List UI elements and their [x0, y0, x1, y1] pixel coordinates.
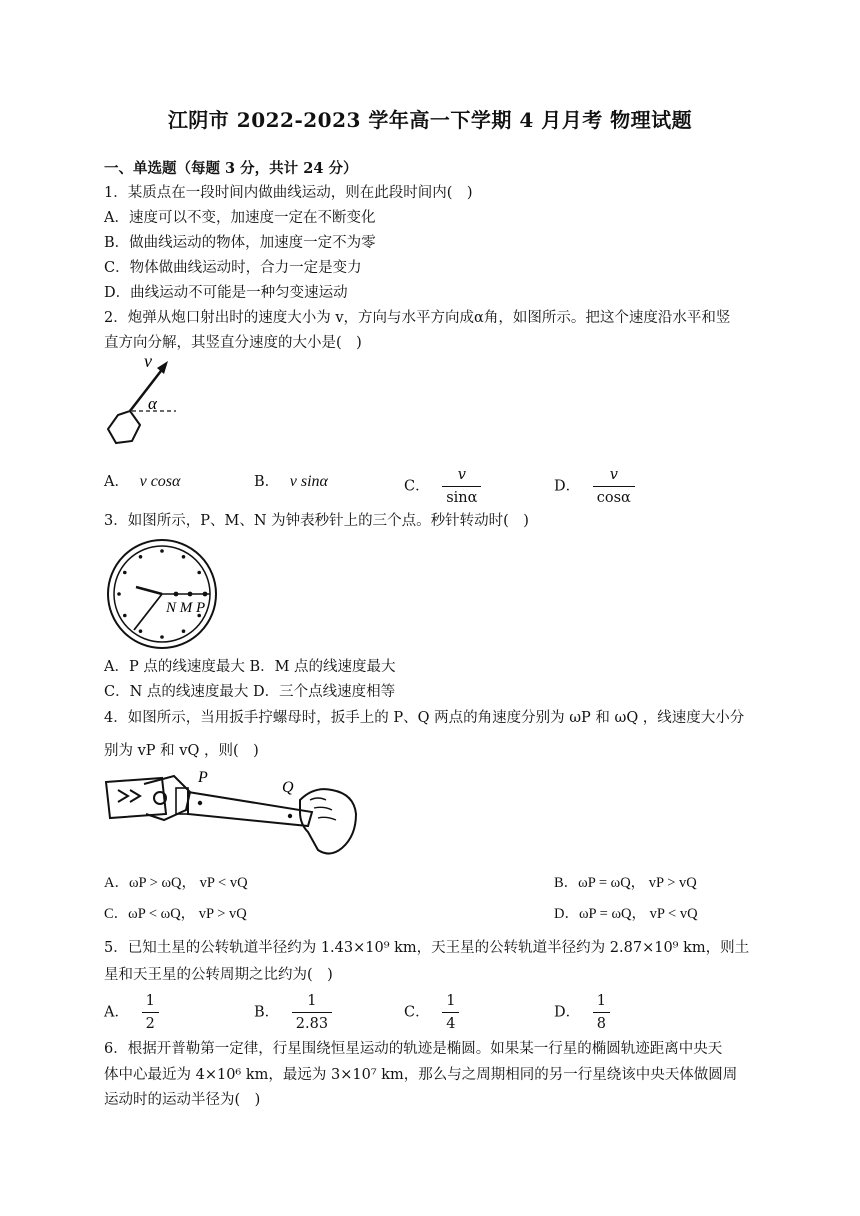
label-q: Q	[282, 779, 294, 796]
clock-point-labels: N M P	[166, 600, 206, 616]
q2-a-label: A．	[104, 474, 129, 490]
q2-c-fraction	[442, 466, 481, 507]
q5-b-denominator: 2.83	[295, 1016, 329, 1032]
q2-stem-line1: 2．炮弹从炮口射出时的速度大小为 v，方向与水平方向成α角，如图所示。把这个速度沿水平和竖	[104, 310, 731, 326]
q2-option-a	[104, 473, 180, 491]
q6-stem-line3: 运动时的运动半径为( )	[104, 1092, 261, 1108]
cannon-pentagon	[108, 411, 140, 443]
q2-option-c	[404, 466, 481, 507]
point-m	[188, 592, 193, 597]
q1-stem: 1．某质点在一段时间内做曲线运动，则在此段时间内( )	[104, 185, 473, 201]
q5-c-label: C．	[404, 1004, 430, 1021]
q2-c-label: C．	[404, 478, 430, 495]
q5-a-label: A．	[104, 1004, 129, 1021]
q3-options-ab: A．P 点的线速度最大 B．M 点的线速度最大	[104, 659, 396, 675]
q3-stem: 3．如图所示，P、M、N 为钟表秒针上的三个点。秒针转动时( )	[104, 513, 529, 529]
q1-option-c: C．物体做曲线运动时，合力一定是变力	[104, 260, 362, 276]
q3-options-cd: C．N 点的线速度最大 D．三个点线速度相等	[104, 684, 396, 700]
q5-option-a	[104, 992, 159, 1033]
q2-c-numerator: v	[442, 466, 481, 487]
point-p	[203, 592, 208, 597]
q2-option-b	[254, 473, 328, 491]
q5-a-denominator: 2	[145, 1016, 155, 1032]
q1-option-a: A．速度可以不变，加速度一定在不断变化	[104, 210, 376, 226]
label-p: P	[198, 769, 208, 786]
q1-option-d: D．曲线运动不可能是一种匀变速运动	[104, 285, 348, 301]
hour-hand	[136, 587, 162, 594]
q5-d-fraction	[593, 992, 610, 1033]
q5-b-numerator: 1	[292, 992, 332, 1013]
point-q-dot	[288, 814, 292, 818]
q2-d-numerator: v	[593, 466, 635, 487]
q5-c-numerator: 1	[442, 992, 459, 1013]
q2-a-expr: v cosα	[139, 473, 181, 490]
q1-option-b: B．做曲线运动的物体，加速度一定不为零	[104, 235, 376, 251]
q5-b-label: B．	[254, 1004, 280, 1021]
q2-c-denominator: sinα	[446, 490, 478, 506]
q5-stem-line2: 星和天王星的公转周期之比约为( )	[104, 967, 333, 983]
q5-option-c	[404, 992, 459, 1033]
q4-stem-line2: 别为 vP 和 vQ ，则( )	[104, 743, 259, 759]
q4-option-d: D．ωP = ωQ， vP < vQ	[554, 906, 698, 922]
q2-b-expr: v sinα	[289, 473, 328, 490]
velocity-label: v	[144, 355, 152, 371]
q4-option-b: B．ωP = ωQ， vP > vQ	[554, 875, 697, 891]
q5-d-denominator: 8	[596, 1016, 606, 1032]
q2-d-denominator: cosα	[596, 490, 631, 506]
q5-option-d	[554, 992, 610, 1033]
point-n	[174, 592, 179, 597]
q5-c-denominator: 4	[446, 1016, 456, 1032]
section-heading: 一、单选题（每题 3 分，共计 24 分）	[104, 160, 358, 177]
q5-a-fraction	[142, 992, 159, 1033]
thread-marks	[118, 790, 140, 802]
angle-label: α	[148, 394, 157, 413]
q4-stem-line1: 4．如图所示，当用扳手拧螺母时，扳手上的 P、Q 两点的角速度分别为 ωP 和 ωQ ，线速度大小分	[104, 710, 745, 726]
q5-option-b	[254, 992, 332, 1033]
finger-lines	[310, 798, 336, 820]
q6-stem-line2: 体中心最近为 4×10⁶ km，最远为 3×10⁷ km，那么与之周期相同的另一行星绕该中央天体做圆周	[104, 1067, 738, 1083]
minute-hand	[134, 594, 162, 630]
q5-stem-line1: 5．已知土星的公转轨道半径约为 1.43×10⁹ km，天王星的公转轨道半径约为 2.87×10⁹ km，则土	[104, 940, 750, 956]
q2-d-label: D．	[554, 478, 581, 495]
clock-figure	[104, 538, 224, 650]
wrench-figure	[104, 766, 364, 862]
point-p-dot	[198, 801, 202, 805]
q6-stem-line1: 6．根据开普勒第一定律，行星围绕恒星运动的轨迹是椭圆。如果某一行星的椭圆轨迹距离中央天	[104, 1041, 723, 1057]
q5-d-numerator: 1	[593, 992, 610, 1013]
q5-c-fraction	[442, 992, 459, 1033]
velocity-arrow	[130, 367, 164, 411]
page-title: 江阴市 2022-2023 学年高一下学期 4 月月考 物理试题	[167, 108, 693, 132]
wrench-handle	[188, 792, 312, 826]
q2-option-d	[554, 466, 635, 507]
q2-d-fraction	[593, 466, 635, 507]
q5-b-fraction	[292, 992, 332, 1033]
q2-stem-line2: 直方向分解，其竖直分速度的大小是( )	[104, 335, 362, 351]
q5-a-numerator: 1	[142, 992, 159, 1013]
q5-d-label: D．	[554, 1004, 581, 1021]
q2-b-label: B．	[254, 474, 280, 490]
q4-option-c: C．ωP < ωQ， vP > vQ	[104, 906, 247, 922]
cannon-figure	[104, 355, 194, 455]
q4-option-a: A．ωP > ωQ， vP < vQ	[104, 875, 248, 891]
